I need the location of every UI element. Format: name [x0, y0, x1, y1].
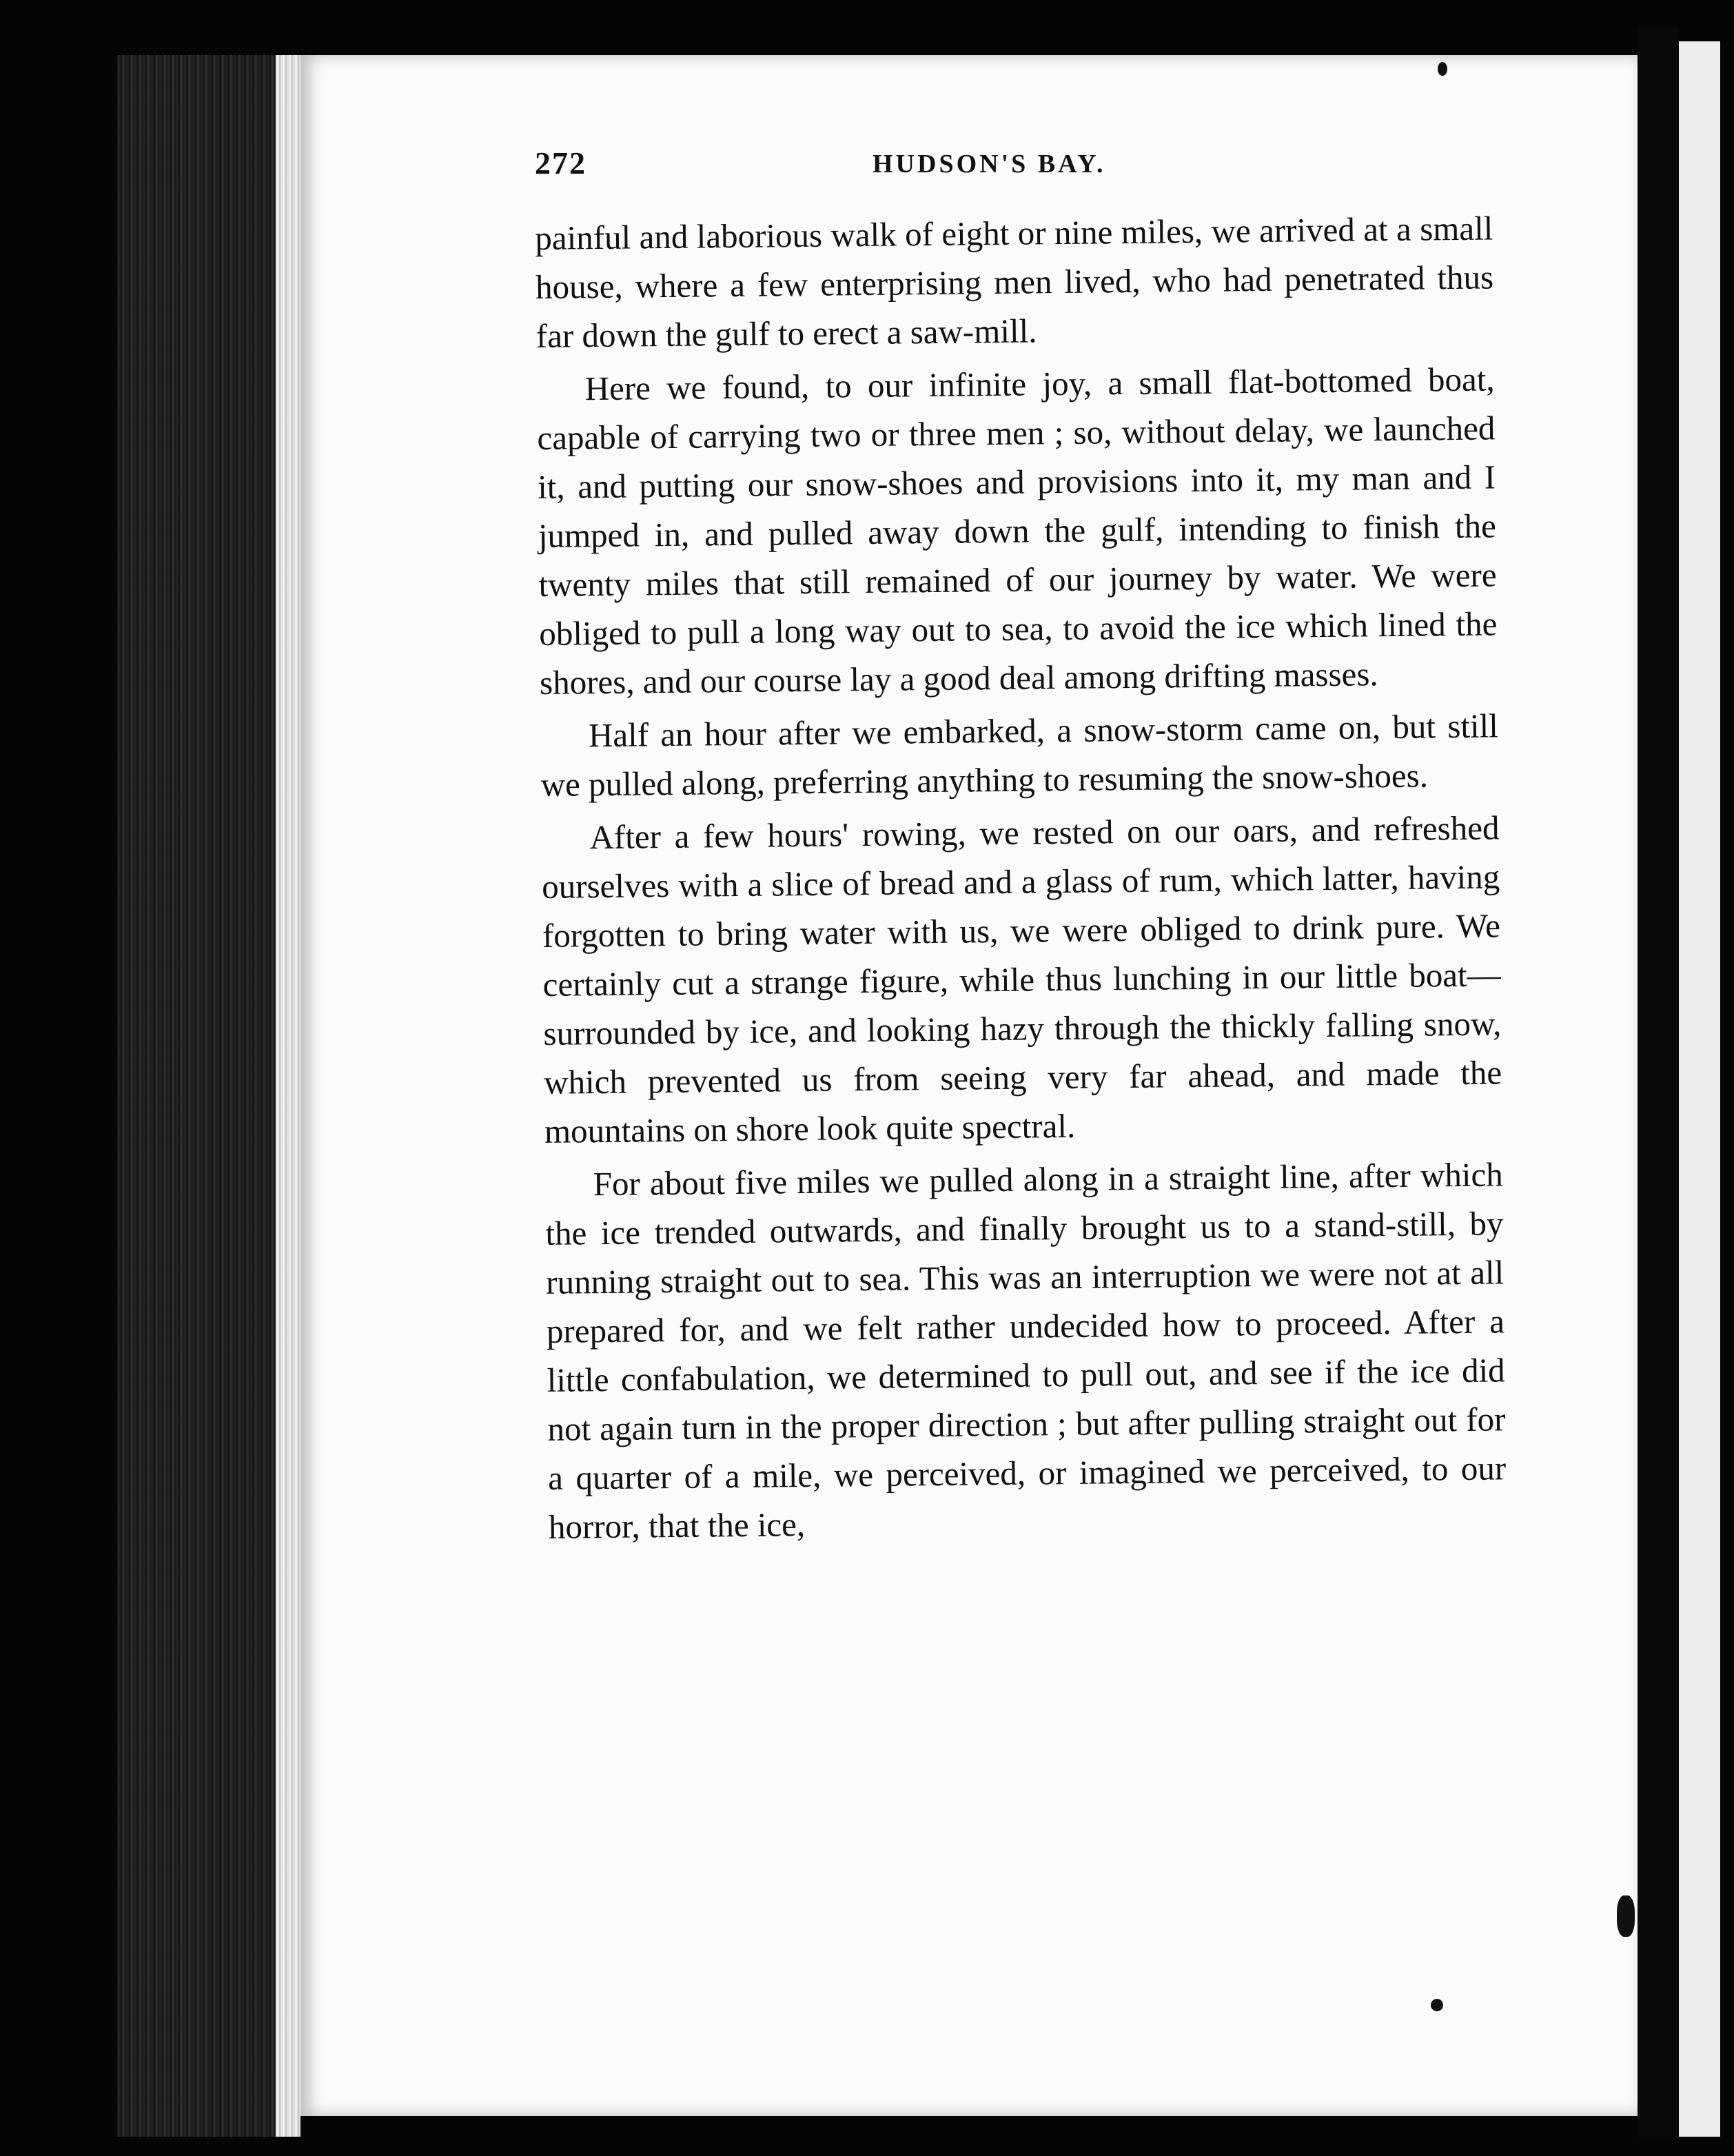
paragraph: painful and laborious walk of eight or nine miles, we arrived at a small house, where a few enterprising men lived, who had penetrated thus far down the gulf to erect a saw-mill.	[535, 209, 1494, 355]
paragraph: Half an hour after we embarked, a snow-storm came on, but still we pulled along, preferring anything to resuming the snow-shoes.	[540, 706, 1499, 804]
body-text	[535, 203, 1507, 1555]
running-head: HUDSON'S BAY.	[873, 150, 1106, 179]
paragraph: For about five miles we pulled along in a straight line, after which the ice trended outwards, and finally brought us to a stand-still, by running straight out to sea. This was an interruption we were not at all prepared for, and we felt rather undecided how to proceed. After a little confabulation, we determined to pull out, and see if the ice did not again turn in the proper direction ; but after pulling straight out for a quarter of a mile, we perceived, or imagined we perceived, to our horror, that the ice,	[545, 1155, 1507, 1546]
paragraph: After a few hours' rowing, we rested on our oars, and refreshed ourselves with a slice of bread and a glass of rum, which latter, having forgotten to bring water with us, we were obliged to drink pure. We certainly cut a strange figure, while thus lunching in our little boat—surrounded by ice, and looking hazy through the thickly falling snow, which prevented us from seeing very far ahead, and made the mountains on shore look quite spectral.	[541, 808, 1502, 1150]
ink-speck	[1438, 62, 1447, 76]
paragraph: Here we found, to our infinite joy, a small flat-bottomed boat, capable of carrying two or three men ; so, without delay, we launched it, and putting our snow-shoes and provisions into it, my man and I jumped in, and pulled away down the gulf, intending to finish the twenty miles that still remained of our journey by water. We were obliged to pull a long way out to sea, to avoid the ice which lined the shores, and our course lay a good deal among drifting masses.	[537, 360, 1498, 702]
gutter-shadow	[1638, 28, 1679, 2137]
ink-speck	[1617, 1895, 1635, 1937]
facing-page-edge	[1679, 41, 1720, 2137]
ink-speck	[1431, 1999, 1443, 2011]
page-header	[535, 145, 1500, 200]
page-number: 272	[535, 145, 586, 181]
book-page	[300, 55, 1638, 2116]
book-page-edges-light	[276, 55, 300, 2137]
book-page-edges	[117, 55, 296, 2137]
